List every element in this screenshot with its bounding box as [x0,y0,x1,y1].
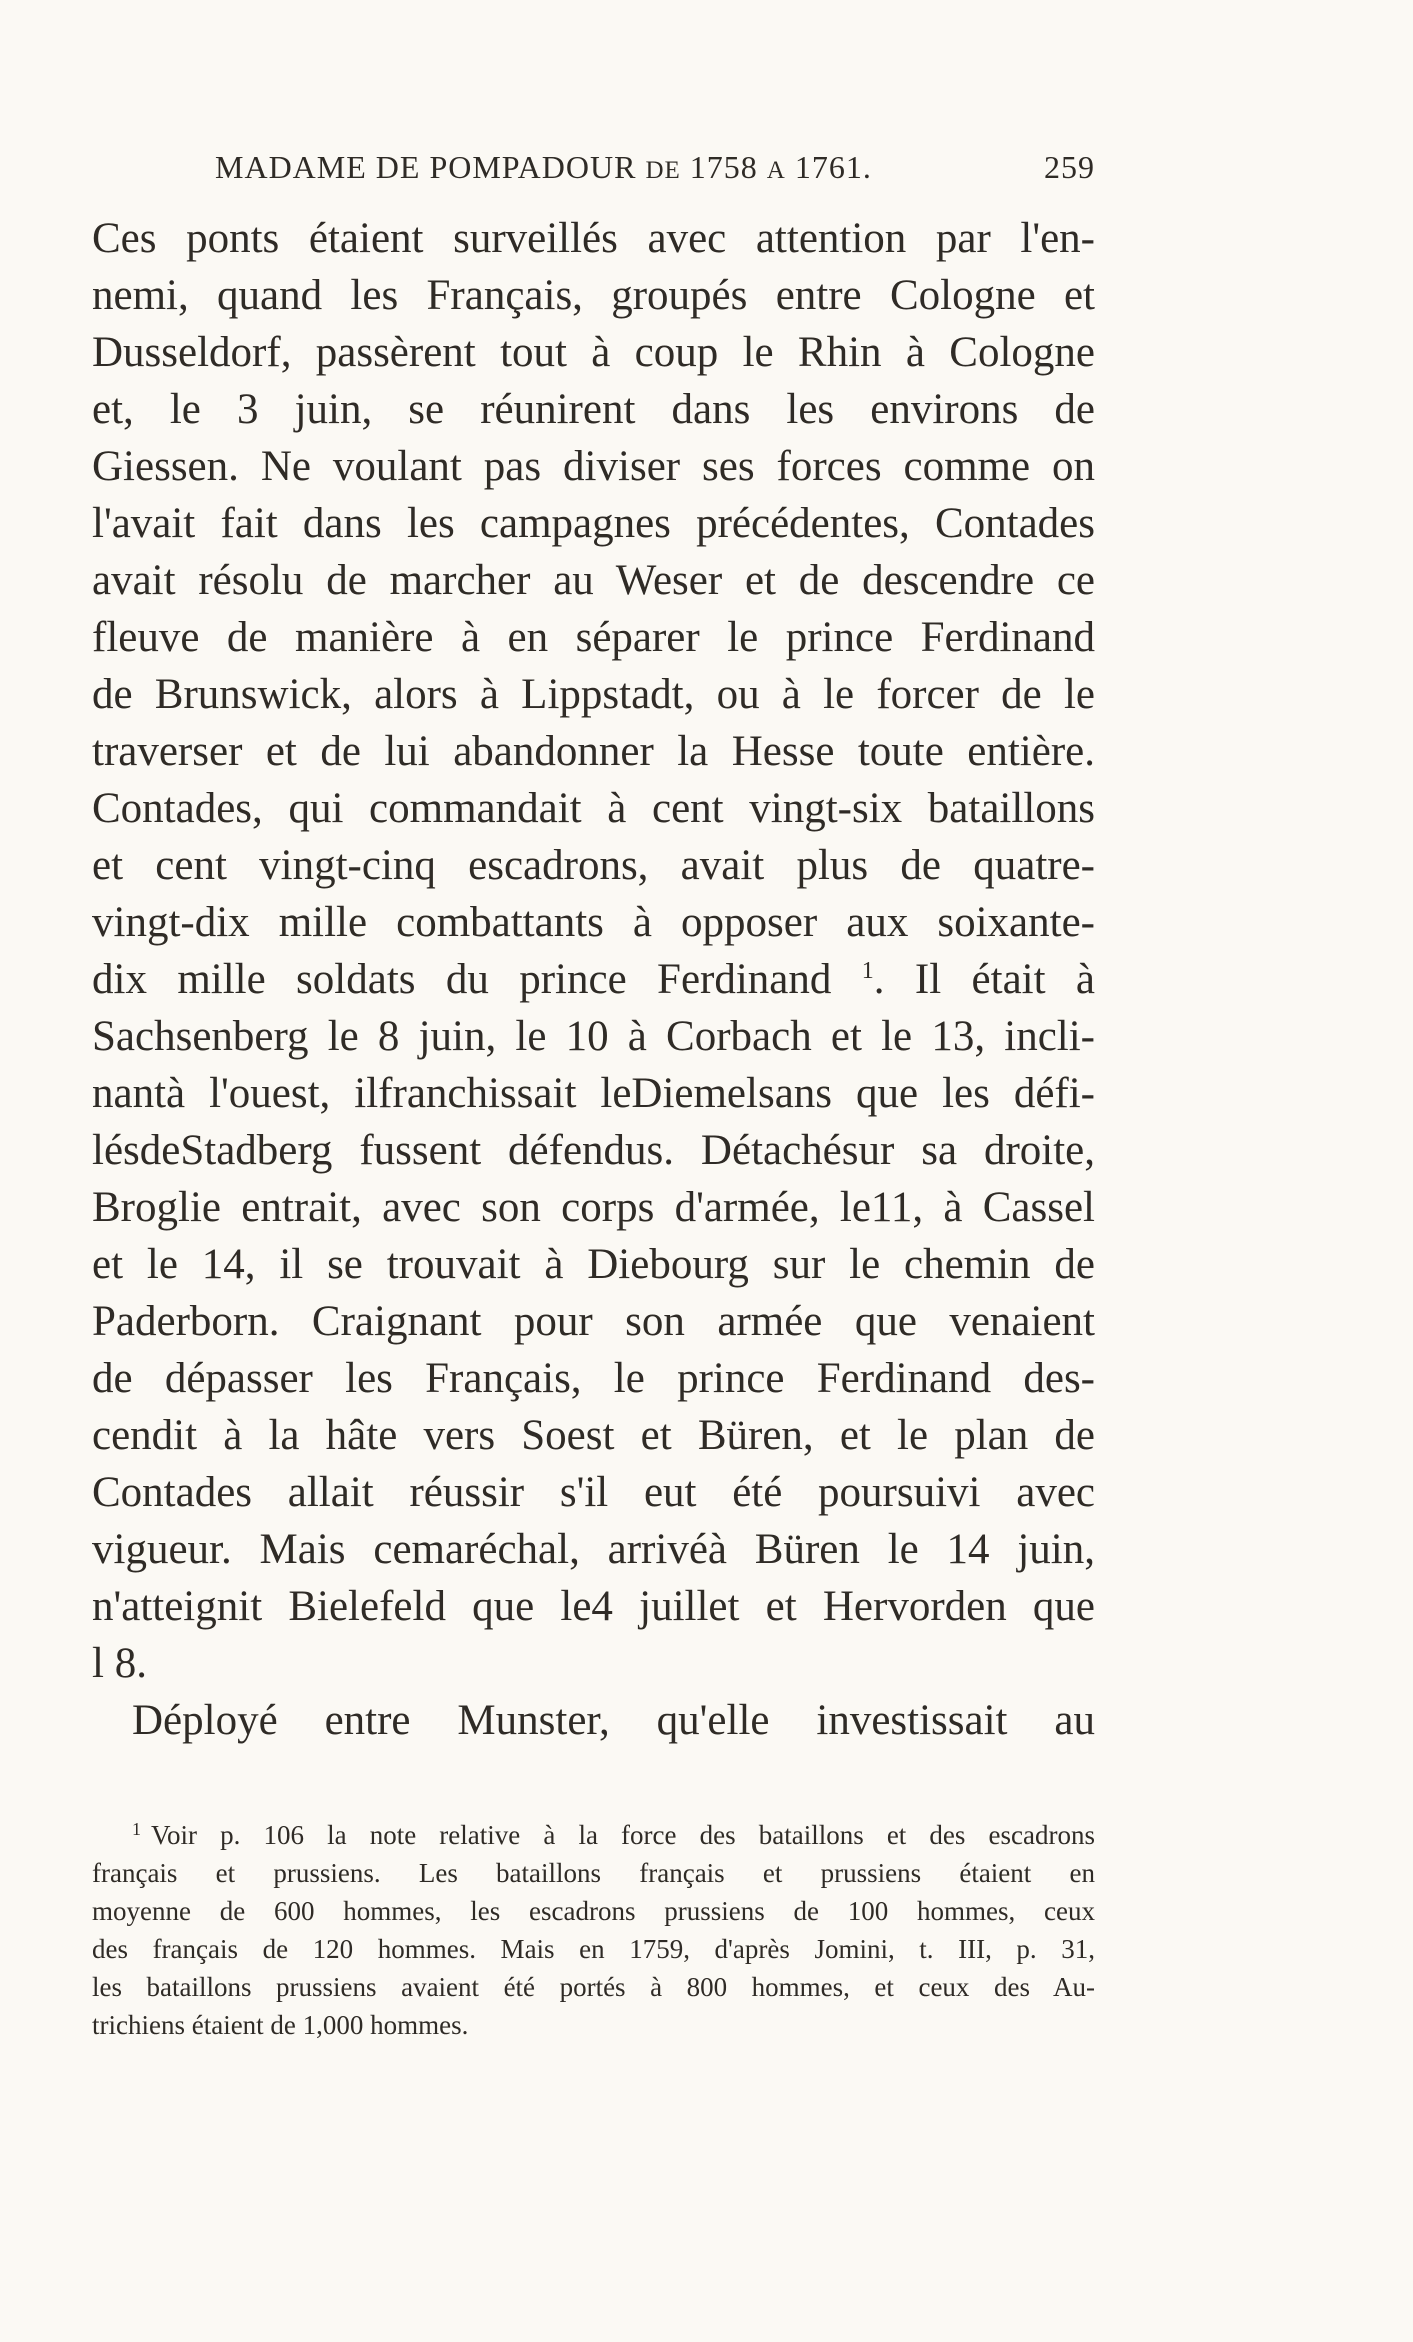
footnote-line: trichiens étaient de 1,000 hommes. [92,2010,469,2040]
page-number: 259 [1044,149,1095,185]
running-title-a: A [766,157,786,184]
footnote-marker: 1 [132,1819,141,1839]
footnote-line: moyenne de 600 hommes, les escadrons prussiens de 100 hommes, ceux [92,1896,1095,1926]
text-line: traverser et de lui abandonner la Hesse toute entière. [92,728,1095,775]
footnote [92,1816,1095,2044]
text-line: Contades, qui commandait à cent vingt-six bataillons [92,785,1095,832]
text-line: vingt-dix mille combattants à opposer aux soixante- [92,899,1095,946]
text-line: nemi, quand les Français, groupés entre Cologne et [92,272,1095,319]
running-title-year-end: 1761. [794,149,872,185]
text-line: de Brunswick, alors à Lippstadt, ou à le forcer de le [92,671,1095,718]
text-line: n'atteignit Bielefeld que le4 juillet et Hervorden que [92,1583,1095,1630]
text-line: et cent vingt-cinq escadrons, avait plus de quatre- [92,842,1095,889]
text-line: nantà l'ouest, ilfranchissait leDiemelsans que les défi- [92,1070,1095,1117]
text-line: Ces ponts étaient surveillés avec attention par l'en- [92,215,1095,262]
text-line: fleuve de manière à en séparer le prince Ferdinand [92,614,1095,661]
text-line-with-footnote-ref [92,951,1095,1008]
footnote-line-text: Voir p. 106 la note relative à la force des bataillons et des escadrons [151,1820,1095,1850]
text-line: Contades allait réussir s'il eut été poursuivi avec [92,1469,1095,1516]
running-title [215,142,872,196]
text-line: Déployé entre Munster, qu'elle investissait au [132,1697,1095,1744]
running-title-year-start: 1758 [689,149,758,185]
text-line-head: dix mille soldats du prince Ferdinand [92,956,832,1003]
running-title-de: DE [645,157,681,184]
text-line: Giessen. Ne voulant pas diviser ses forces comme on [92,443,1095,490]
text-line: avait résolu de marcher au Weser et de descendre ce [92,557,1095,604]
text-line: Paderborn. Craignant pour son armée que venaient [92,1298,1095,1345]
text-line: et, le 3 juin, se réunirent dans les environs de [92,386,1095,433]
text-line: l'avait fait dans les campagnes précédentes, Contades [92,500,1095,547]
text-line: Broglie entrait, avec son corps d'armée, le11, à Cassel [92,1184,1095,1231]
text-line: Sachsenberg le 8 juin, le 10 à Corbach et le 13, incli- [92,1013,1095,1060]
running-header [215,142,1095,192]
text-line: Dusseldorf, passèrent tout à coup le Rhin à Cologne [92,329,1095,376]
text-line: de dépasser les Français, le prince Ferdinand des- [92,1355,1095,1402]
running-title-main: MADAME DE POMPADOUR [215,149,637,185]
text-line: l 8. [92,1640,147,1687]
footnote-line: les bataillons prussiens avaient été portés à 800 hommes, et ceux des Au- [92,1972,1095,2002]
text-line: lésdeStadberg fussent défendus. Détachésur sa droite, [92,1127,1095,1174]
text-line-tail: . Il était à [873,956,1095,1003]
footnote-line: des français de 120 hommes. Mais en 1759, d'après Jomini, t. III, p. 31, [92,1934,1095,1964]
text-line: cendit à la hâte vers Soest et Büren, et le plan de [92,1412,1095,1459]
text-line: vigueur. Mais cemaréchal, arrivéà Büren le 14 juin, [92,1526,1095,1573]
footnote-reference[interactable]: 1 [861,958,874,984]
text-line: et le 14, il se trouvait à Diebourg sur le chemin de [92,1241,1095,1288]
footnote-line [92,1816,1095,1854]
footnote-line: français et prussiens. Les bataillons français et prussiens étaient en [92,1858,1095,1888]
body-text [92,210,1095,1749]
